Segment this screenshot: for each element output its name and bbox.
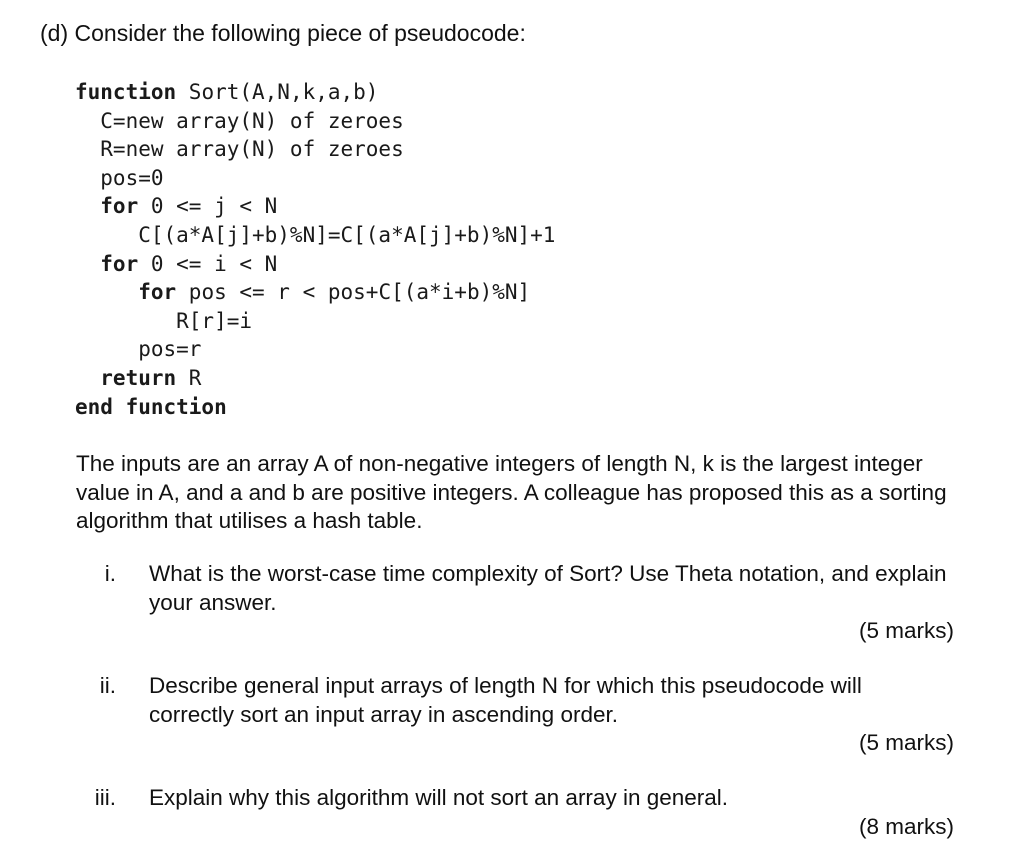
code-line: pos=0 xyxy=(75,165,164,190)
code-line: end function xyxy=(75,394,227,419)
marks-label: (5 marks) xyxy=(859,730,954,755)
question-text: Explain why this algorithm will not sort an array in general. xyxy=(149,785,729,810)
question-text: What is the worst-case time complexity of Sort? Use Theta notation, and explain your answer. xyxy=(149,561,947,615)
code-line: for 0 <= i < N xyxy=(75,251,278,276)
code-line: R[r]=i xyxy=(75,308,253,333)
question-text: Describe general input arrays of length N for which this pseudocode will correctly sort an input array in ascending order. xyxy=(149,673,862,727)
question-number: ii. xyxy=(99,673,116,698)
question-number: iii. xyxy=(94,785,116,810)
marks-label: (5 marks) xyxy=(859,618,954,643)
code-line: for 0 <= j < N xyxy=(75,194,278,219)
code-line: return R xyxy=(75,365,202,390)
code-line: pos=r xyxy=(75,337,202,362)
question-number: i. xyxy=(104,561,116,586)
question-heading: (d) Consider the following piece of pseudocode: xyxy=(40,20,526,46)
code-line: function Sort(A,N,k,a,b) xyxy=(75,80,379,104)
intro-paragraph: The inputs are an array A of non-negative integers of length N, k is the largest integer value in A, and a and b are positive integers. A colleague has proposed this as a sorting algorithm that utilises a hash table. xyxy=(76,451,947,533)
code-line: C[(a*A[j]+b)%N]=C[(a*A[j]+b)%N]+1 xyxy=(75,222,556,247)
code-line: C=new array(N) of zeroes xyxy=(75,108,404,133)
pseudocode-block xyxy=(75,78,555,421)
code-line: R=new array(N) of zeroes xyxy=(75,137,404,162)
marks-label: (8 marks) xyxy=(859,814,954,839)
code-line: for pos <= r < pos+C[(a*i+b)%N] xyxy=(75,280,531,305)
